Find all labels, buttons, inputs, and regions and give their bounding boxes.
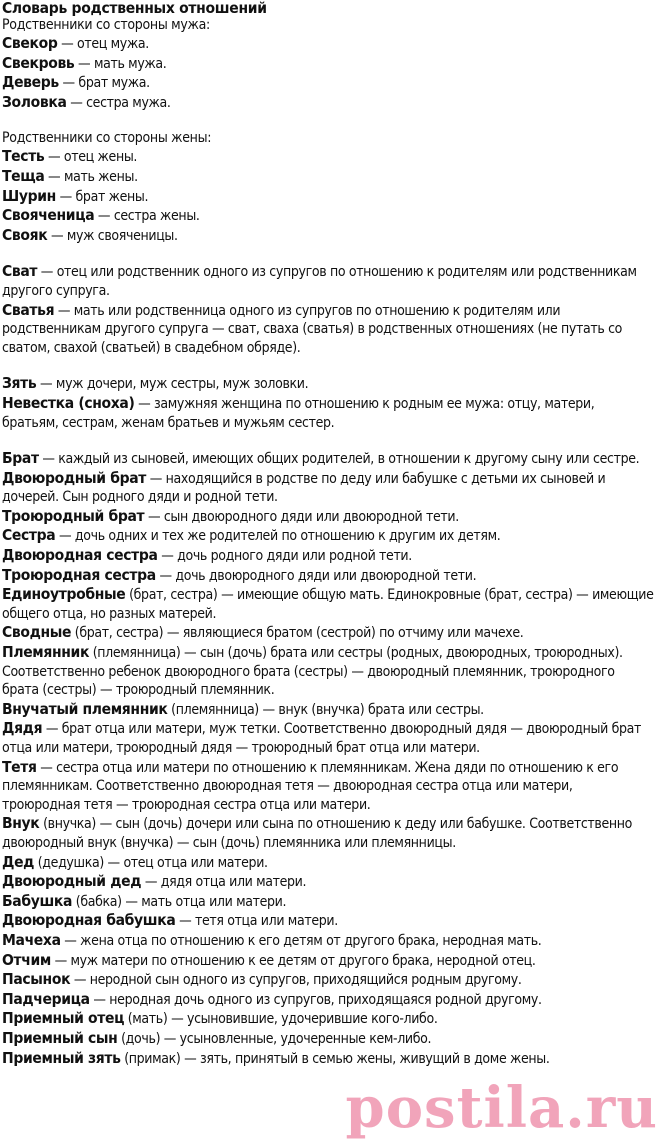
wife-side-heading: Родственники со стороны жены: (2, 130, 212, 147)
term: Зять (2, 374, 37, 393)
definition: — сын двоюродного дяди или двоюродной тети. (144, 508, 459, 525)
definition-entry (2, 1029, 654, 1049)
definition: — отец жены. (44, 149, 138, 166)
term: Сват (2, 262, 38, 281)
term: Дед (2, 852, 35, 871)
term: Свояченица (2, 206, 95, 225)
definition-entry (2, 1009, 654, 1029)
term: Сватья (2, 300, 55, 319)
definition-entry (2, 700, 654, 720)
definition: (племянница) — внук (внучка) брата или сестры. (167, 701, 484, 718)
definition-entry (2, 449, 654, 469)
definition: (племянница) — сын (дочь) брата или сестры (родных, двоюродных, троюродных). Соответственно ребенок двоюродного брата (сестры) — двоюродный племянник, троюродного брата (сестры) — троюродный племянник. (2, 645, 623, 699)
definition: — дядя отца или матери. (141, 874, 307, 891)
definition: — брат отца или матери, муж тетки. Соответственно двоюродный дядя — двоюродный брат отца или матери, троюродный дядя — троюродный брат отца или матери. (2, 721, 642, 756)
definition: (внучка) — сын (дочь) дочери или сына по отношению к деду или бабушке. Соответственно двоюродный внук (внучка) — сын (дочь) племянника или племянницы. (2, 816, 632, 851)
definition: — муж дочери, муж сестры, муж золовки. (36, 376, 309, 393)
definition-entry (2, 93, 654, 113)
married-in-list (2, 374, 654, 432)
term: Падчерица (2, 989, 90, 1008)
term: Единоутробные (2, 585, 126, 604)
definition: — отец мужа. (57, 36, 149, 52)
definition-entry (2, 301, 654, 358)
term: Золовка (2, 92, 67, 111)
definition: — брат мужа. (58, 75, 150, 92)
in-laws-list (2, 262, 654, 357)
definition-entry (2, 147, 654, 167)
term: Приемный зять (2, 1048, 121, 1067)
term: Мачеха (2, 930, 61, 949)
term: Деверь (2, 73, 59, 92)
definition: — неродная дочь одного из супругов, приходящаяся родной другому. (89, 991, 542, 1008)
definition: — дочь родного дяди или родной тети. (157, 548, 412, 565)
term: Пасынок (2, 970, 71, 989)
definition-entry (2, 469, 654, 507)
definition: — мать жены. (44, 168, 138, 185)
definition-entry (2, 623, 654, 643)
definition-entry (2, 931, 654, 951)
blood-relatives-list (2, 449, 654, 1068)
definition-entry (2, 990, 654, 1010)
term: Тесть (2, 147, 45, 166)
term: Внучатый племянник (2, 699, 168, 718)
definition: — тетя отца или матери. (175, 913, 338, 930)
term: Внук (2, 814, 40, 833)
term: Отчим (2, 950, 51, 969)
definition-entry (2, 853, 654, 873)
definition: (дедушка) — отец отца или матери. (34, 854, 268, 871)
term: Теща (2, 166, 45, 185)
definition: — муж матери по отношению к ее детям от другого брака, неродной отец. (50, 952, 536, 969)
definition: — сестра жены. (94, 208, 200, 225)
term: Брат (2, 449, 39, 468)
definition: — сестра отца или матери по отношению к племянникам. Жена дяди по отношению к его племянникам. Соответственно двоюродная тетя — двоюродная сестра отца или матери, троюродная тетя — троюродная сестра отца или матери. (2, 759, 619, 813)
definition: (бабка) — мать отца или матери. (72, 893, 287, 910)
definition-entry (2, 892, 654, 912)
term: Приемный сын (2, 1028, 118, 1047)
term: Свояк (2, 225, 48, 244)
definition-entry (2, 394, 654, 432)
definition: (брат, сестра) — имеющие общую мать. Единокровные (брат, сестра) — имеющие общего отца, но разных матерей. (2, 587, 654, 622)
term: Сводные (2, 623, 72, 642)
definition-entry (2, 566, 654, 586)
definition: — муж свояченицы. (47, 227, 178, 244)
husband-side-heading: Родственники со стороны мужа: (2, 17, 210, 33)
definition: — дочь двоюродного дяди или двоюродной тети. (155, 567, 477, 584)
definition-entry (2, 758, 654, 815)
definition: — неродной сын одного из супругов, приходящийся родным другому. (70, 972, 522, 989)
definition: (мать) — усыновившие, удочерившие кого-либо. (124, 1011, 438, 1028)
watermark-logo: postila.ru (345, 1075, 658, 1141)
term: Шурин (2, 186, 56, 205)
definition-entry (2, 585, 654, 623)
term: Тетя (2, 757, 37, 776)
definition-entry (2, 206, 654, 226)
term: Бабушка (2, 891, 73, 910)
definition-entry (2, 374, 654, 394)
term: Свекор (2, 34, 58, 52)
term: Двоюродный брат (2, 468, 147, 487)
definition-entry (2, 187, 654, 207)
term: Троюродная сестра (2, 565, 156, 584)
term: Племянник (2, 643, 90, 662)
definition: — дочь одних и тех же родителей по отношению к другим их детям. (55, 528, 501, 545)
definition: — сестра мужа. (66, 94, 171, 111)
definition: — брат жены. (55, 188, 149, 205)
definition-entry (2, 970, 654, 990)
definition-entry (2, 1049, 654, 1069)
definition: (брат, сестра) — являющиеся братом (сестрой) по отчиму или мачехе. (71, 625, 524, 642)
term: Двоюродная бабушка (2, 911, 176, 930)
wife-side-list (2, 147, 654, 245)
husband-side-list (2, 34, 654, 112)
definition: — замужняя женщина по отношению к родным ее мужа: отцу, матери, братьям, сестрам, женам братьев и мужьям сестер. (2, 395, 595, 431)
definition-entry (2, 34, 654, 54)
definition-entry (2, 226, 654, 246)
definition-entry (2, 262, 654, 300)
definition-entry (2, 526, 654, 546)
definition: — жена отца по отношению к его детям от другого брака, неродная мать. (60, 932, 542, 949)
term: Дядя (2, 719, 43, 738)
definition: — каждый из сыновей, имеющих общих родителей, в отношении к другому сыну или сестре. (38, 451, 640, 468)
definition: (дочь) — усыновленные, удочеренные кем-либо. (117, 1030, 432, 1047)
definition-entry (2, 951, 654, 971)
term: Приемный отец (2, 1009, 125, 1028)
definition-entry (2, 73, 654, 93)
definition: — мать мужа. (74, 55, 167, 72)
definition-entry (2, 872, 654, 892)
term: Сестра (2, 526, 56, 545)
definition-entry (2, 546, 654, 566)
definition-entry (2, 911, 654, 931)
definition: — находящийся в родстве по деду или бабушке с детьми их сыновей и дочерей. Сын родного дяди и родной тети. (2, 470, 606, 506)
term: Невестка (сноха) (2, 393, 135, 412)
term: Двоюродный дед (2, 872, 142, 891)
definition-entry (2, 54, 654, 74)
definition-entry (2, 167, 654, 187)
definition-entry (2, 643, 654, 700)
definition: (примак) — зять, принятый в семью жены, живущий в доме жены. (120, 1050, 550, 1067)
definition-entry (2, 814, 654, 852)
page-title: Словарь родственных отношений (2, 0, 267, 17)
definition-entry (2, 507, 654, 527)
definition-entry (2, 719, 654, 757)
definition: — отец или родственник одного из супругов по отношению к родителям или родственникам другого супруга. (2, 264, 637, 299)
term: Двоюродная сестра (2, 546, 158, 565)
term: Троюродный брат (2, 506, 145, 525)
definition: — мать или родственница одного из супругов по отношению к родителям или родственникам другого супруга — сват, сваха (сватья) в родственных отношениях (не путать со сватом, свахой (сватьей) в свадебном обряде). (2, 302, 623, 356)
term: Свекровь (2, 53, 75, 72)
